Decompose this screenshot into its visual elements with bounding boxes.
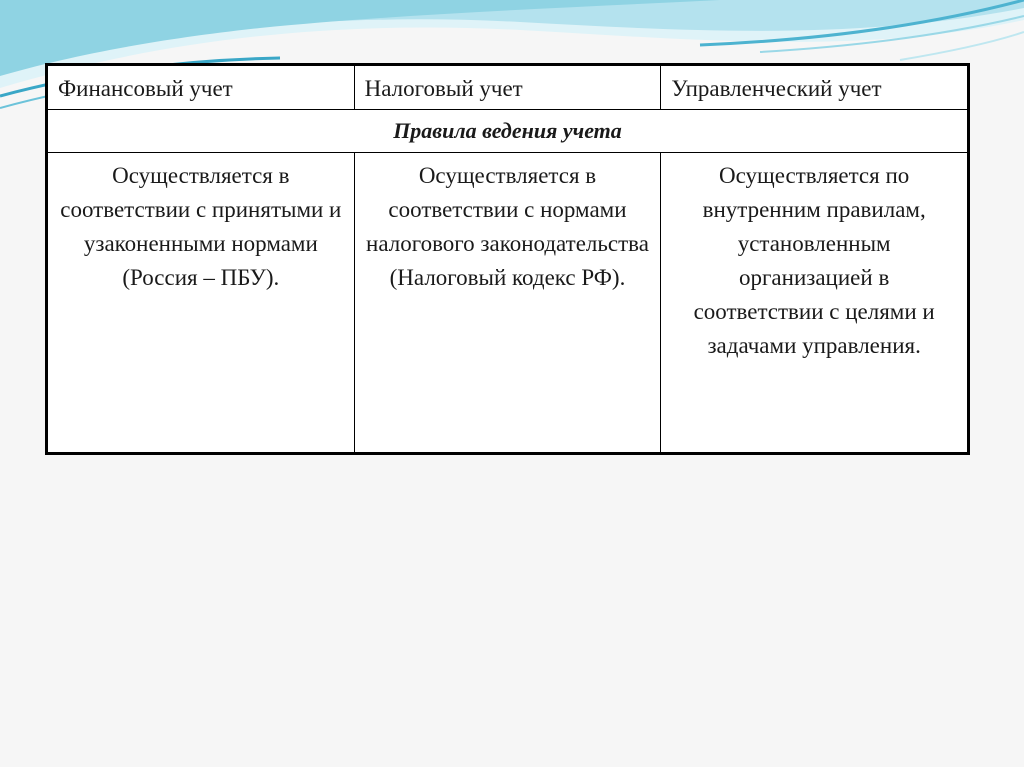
section-row	[48, 110, 968, 153]
comparison-table	[45, 63, 970, 455]
header-management-accounting: Управленческий учет	[661, 66, 968, 110]
section-title: Правила ведения учета	[48, 110, 968, 153]
cell-tax-text: Осуществляется в соответствии с нормами налогового законодательства (Налоговый кодекс РФ).	[366, 163, 649, 290]
cell-financial	[48, 153, 355, 453]
cell-tax	[354, 153, 661, 453]
cell-management-text: Осуществляется по внутренним правилам, установленным организацией в соответствии с целями и задачами управления.	[693, 163, 935, 358]
header-financial-accounting: Финансовый учет	[48, 66, 355, 110]
table-row	[48, 153, 968, 453]
header-row	[48, 66, 968, 110]
header-tax-accounting: Налоговый учет	[354, 66, 661, 110]
cell-management	[661, 153, 968, 453]
cell-financial-text: Осуществляется в соответствии с принятыми и узаконенными нормами (Россия – ПБУ).	[60, 163, 342, 290]
